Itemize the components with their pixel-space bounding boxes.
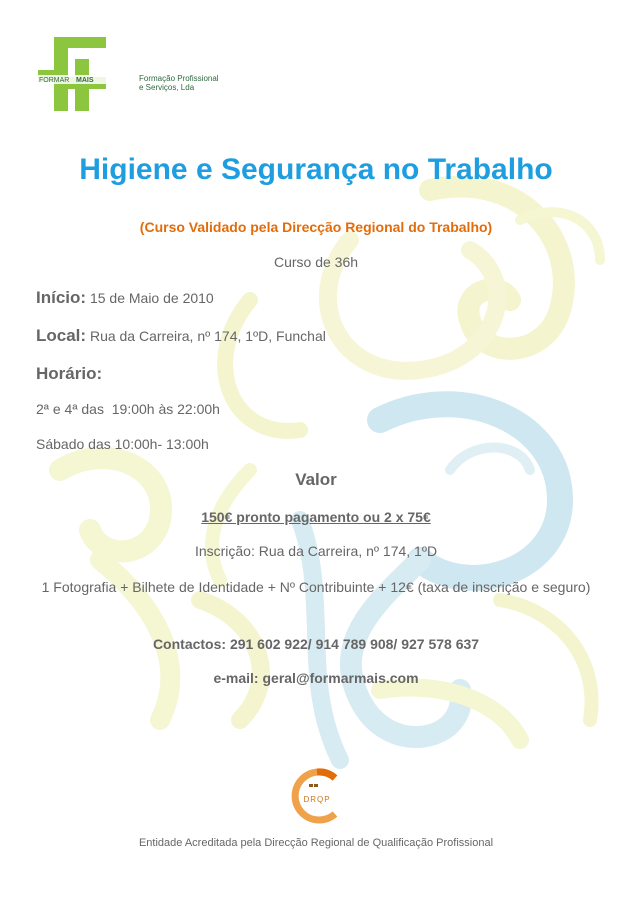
formarmais-logo bbox=[38, 37, 108, 111]
price-value: 150€ pronto pagamento ou 2 x 75€ bbox=[201, 509, 431, 525]
company-name bbox=[139, 74, 219, 92]
price-heading: Valor bbox=[295, 470, 337, 489]
schedule-weekday: 2ª e 4ª das 19:00h às 22:00h bbox=[36, 401, 220, 417]
logo-brand-left: FORMAR bbox=[39, 77, 70, 84]
contacts: Contactos: 291 602 922/ 914 789 908/ 927 578 637 bbox=[152, 636, 480, 652]
start-date-value: 15 de Maio de 2010 bbox=[89, 290, 214, 306]
schedule-saturday: Sábado das 10:00h- 13:00h bbox=[36, 436, 209, 452]
start-date-label: Início: bbox=[36, 288, 87, 307]
course-title: Higiene e Segurança no Trabalho bbox=[79, 153, 553, 186]
course-validation: (Curso Validado pela Direcção Regional do Trabalho) bbox=[139, 219, 493, 235]
footer-accreditation: Entidade Acreditada pela Direcção Regional de Qualificação Profissional bbox=[138, 837, 494, 849]
schedule-heading bbox=[36, 364, 102, 384]
drqp-logo bbox=[287, 768, 347, 824]
logo-brand-right: MAIS bbox=[76, 77, 94, 84]
registration-address: Inscrição: Rua da Carreira, nº 174, 1ºD bbox=[194, 543, 438, 559]
location bbox=[36, 326, 326, 346]
drqp-text: DRQP bbox=[303, 795, 331, 804]
company-name-line2: e Serviços, Lda bbox=[139, 83, 195, 92]
course-length: Curso de 36h bbox=[273, 254, 359, 270]
location-label: Local: bbox=[36, 326, 87, 345]
schedule-label: Horário: bbox=[36, 364, 103, 383]
company-name-line1: Formação Profissional bbox=[139, 74, 219, 83]
start-date bbox=[36, 288, 214, 308]
location-value: Rua da Carreira, nº 174, 1ºD, Funchal bbox=[89, 328, 326, 344]
required-documents: 1 Fotografia + Bilhete de Identidade + Nº Contribuinte + 12€ (taxa de inscrição e seguro) bbox=[41, 579, 591, 595]
email: e-mail: geral@formarmais.com bbox=[213, 670, 419, 686]
